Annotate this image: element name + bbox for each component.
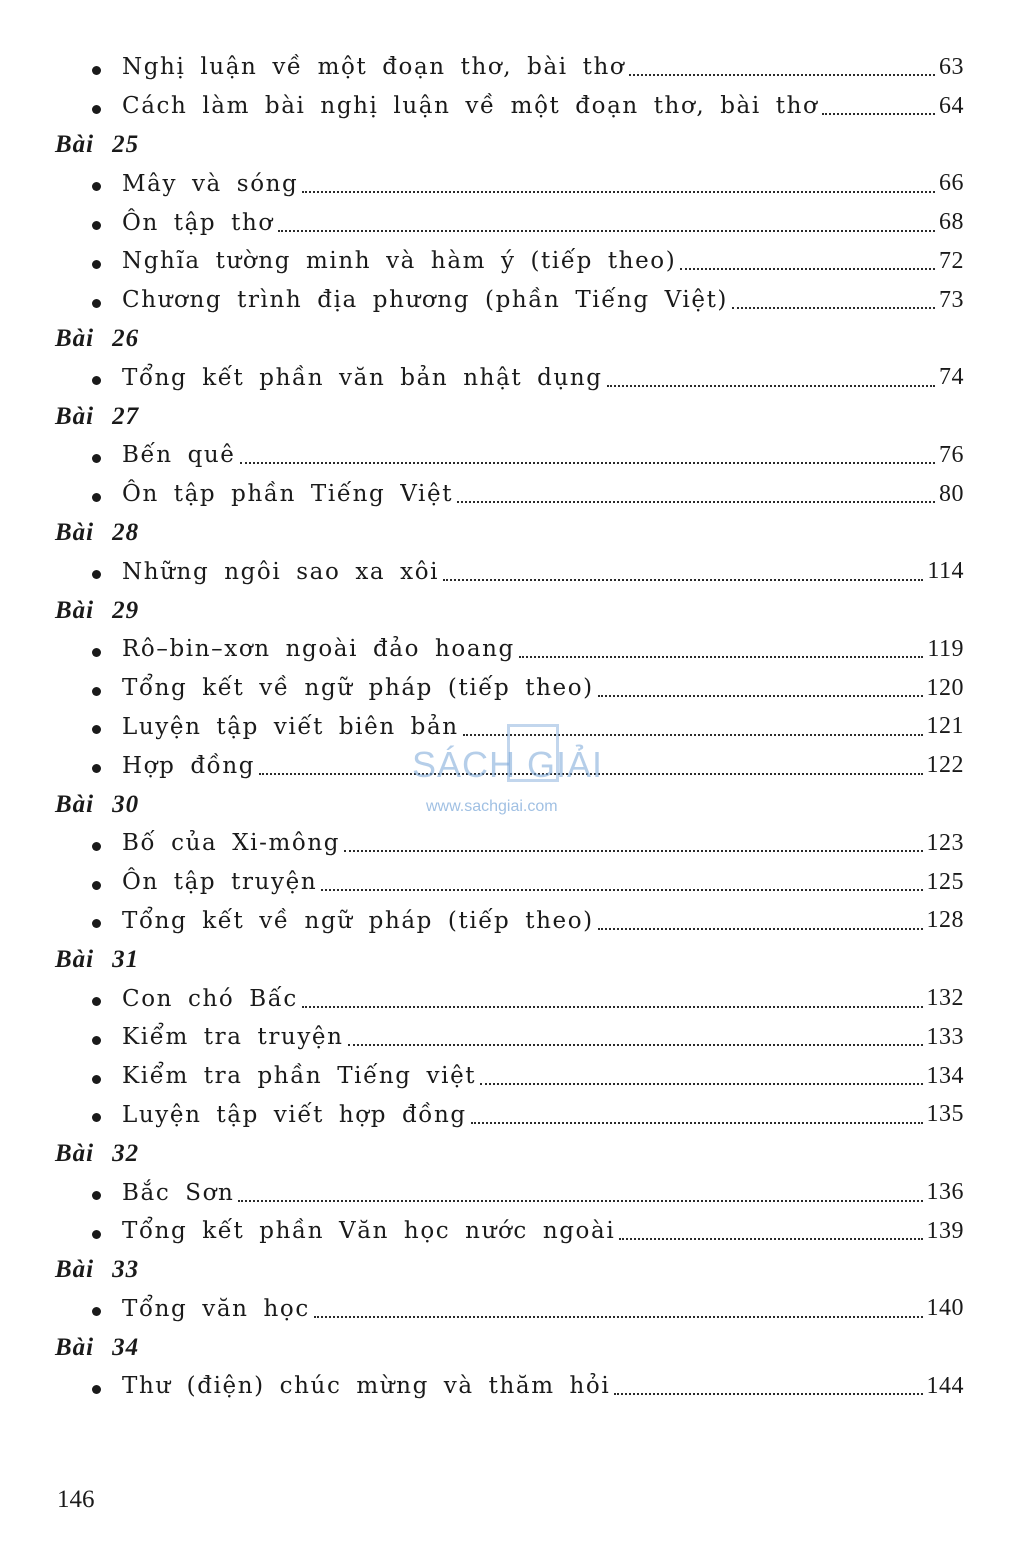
bullet-icon bbox=[92, 1385, 101, 1394]
lesson-heading bbox=[0, 1251, 1024, 1290]
lesson-heading bbox=[0, 397, 1024, 436]
toc-entry-title: Ôn tập truyện bbox=[122, 869, 318, 896]
dot-leader bbox=[443, 559, 923, 581]
toc-entry-page: 73 bbox=[939, 286, 964, 313]
bullet-icon bbox=[92, 182, 101, 191]
toc-entry-title: Con chó Bấc bbox=[122, 985, 298, 1012]
toc-entry-title: Hợp đồng bbox=[122, 752, 256, 779]
dot-leader bbox=[457, 481, 935, 503]
toc-entry bbox=[0, 1096, 1024, 1135]
lesson-heading bbox=[0, 591, 1024, 630]
dot-leader bbox=[471, 1102, 923, 1124]
bullet-icon bbox=[92, 648, 101, 657]
bullet-icon bbox=[92, 1230, 101, 1239]
lesson-heading-word: Bài bbox=[55, 1139, 95, 1167]
lesson-heading-word: Bài bbox=[55, 790, 95, 818]
toc-entry bbox=[0, 1290, 1024, 1329]
bullet-icon bbox=[92, 881, 101, 890]
lesson-heading-number: 30 bbox=[112, 790, 140, 818]
bullet-icon bbox=[92, 687, 101, 696]
toc-entry-title: Bố của Xi-mông bbox=[122, 830, 341, 857]
toc-entry-page: 76 bbox=[939, 441, 964, 468]
toc-entry bbox=[0, 1212, 1024, 1251]
toc-entry-page: 122 bbox=[926, 752, 964, 779]
toc-entry-title: Nghĩa tường minh và hàm ý (tiếp theo) bbox=[122, 248, 677, 275]
bullet-icon bbox=[92, 919, 101, 928]
watermark-logo: SÁCH GIẢI bbox=[412, 744, 604, 785]
toc-entry bbox=[0, 746, 1024, 785]
toc-entry-title: Kiểm tra phần Tiếng việt bbox=[122, 1063, 477, 1090]
toc-entry bbox=[0, 475, 1024, 514]
lesson-heading-number: 27 bbox=[112, 402, 140, 430]
dot-leader bbox=[302, 171, 935, 193]
toc-entry bbox=[0, 242, 1024, 281]
toc-entry bbox=[0, 708, 1024, 747]
lesson-heading-number: 34 bbox=[112, 1333, 140, 1361]
toc-entry bbox=[0, 863, 1024, 902]
toc-entry-title: Tổng văn học bbox=[122, 1295, 310, 1322]
lesson-heading-number: 28 bbox=[112, 518, 140, 546]
dot-leader bbox=[321, 869, 922, 891]
dot-leader bbox=[314, 1296, 923, 1318]
toc-entry-title: Ôn tập phần Tiếng Việt bbox=[122, 481, 454, 508]
bullet-icon bbox=[92, 376, 101, 385]
dot-leader bbox=[598, 675, 923, 697]
toc-entry bbox=[0, 164, 1024, 203]
dot-leader bbox=[240, 442, 935, 464]
toc-entry-page: 68 bbox=[939, 209, 964, 236]
toc-entry-title: Bắc Sơn bbox=[122, 1179, 235, 1206]
lesson-heading-number: 33 bbox=[112, 1256, 140, 1284]
toc-entry-page: 121 bbox=[926, 713, 964, 740]
dot-leader bbox=[598, 908, 923, 930]
toc-entry bbox=[0, 630, 1024, 669]
toc-entry-title: Thư (điện) chúc mừng và thăm hỏi bbox=[122, 1373, 611, 1400]
toc-entry-title: Cách làm bài nghị luận về một đoạn thơ, bài thơ bbox=[122, 93, 819, 120]
lesson-heading-word: Bài bbox=[55, 596, 95, 624]
lesson-heading bbox=[0, 514, 1024, 553]
toc-entry-page: 125 bbox=[926, 868, 964, 895]
bullet-icon bbox=[92, 570, 101, 579]
dot-leader bbox=[680, 248, 935, 270]
table-of-contents bbox=[0, 48, 1024, 1406]
dot-leader bbox=[480, 1063, 922, 1085]
bullet-icon bbox=[92, 842, 101, 851]
toc-entry bbox=[0, 1173, 1024, 1212]
dot-leader bbox=[629, 54, 935, 76]
lesson-heading-word: Bài bbox=[55, 1333, 95, 1361]
lesson-heading-word: Bài bbox=[55, 1256, 95, 1284]
toc-entry bbox=[0, 436, 1024, 475]
toc-entry-title: Chương trình địa phương (phần Tiếng Việt) bbox=[122, 287, 729, 314]
bullet-icon bbox=[92, 105, 101, 114]
toc-entry-page: 64 bbox=[939, 92, 964, 119]
toc-entry bbox=[0, 281, 1024, 320]
bullet-icon bbox=[92, 66, 101, 75]
toc-entry-title: Những ngôi sao xa xôi bbox=[122, 558, 440, 585]
lesson-heading-number: 31 bbox=[112, 945, 140, 973]
bullet-icon bbox=[92, 493, 101, 502]
lesson-heading bbox=[0, 320, 1024, 359]
toc-entry-page: 128 bbox=[926, 907, 964, 934]
toc-entry-page: 80 bbox=[939, 480, 964, 507]
toc-entry-page: 114 bbox=[927, 558, 964, 585]
toc-entry-page: 136 bbox=[926, 1179, 964, 1205]
toc-entry-page: 134 bbox=[926, 1062, 964, 1089]
bullet-icon bbox=[92, 1307, 101, 1316]
toc-entry bbox=[0, 902, 1024, 941]
bullet-icon bbox=[92, 221, 101, 230]
toc-entry-title: Tổng kết phần văn bản nhật dụng bbox=[122, 364, 603, 391]
toc-entry-title: Luyện tập viết hợp đồng bbox=[122, 1101, 467, 1128]
lesson-heading-word: Bài bbox=[55, 518, 95, 546]
page-number: 146 bbox=[57, 1486, 95, 1513]
bullet-icon bbox=[92, 260, 101, 269]
lesson-heading bbox=[0, 785, 1024, 824]
dot-leader bbox=[278, 210, 935, 232]
dot-leader bbox=[259, 753, 922, 775]
bullet-icon bbox=[92, 764, 101, 773]
toc-entry bbox=[0, 669, 1024, 708]
dot-leader bbox=[607, 365, 935, 387]
bullet-icon bbox=[92, 299, 101, 308]
toc-entry-title: Kiểm tra truyện bbox=[122, 1024, 344, 1051]
dot-leader bbox=[822, 93, 935, 115]
toc-entry-page: 63 bbox=[939, 53, 964, 80]
toc-entry-title: Tổng kết về ngữ pháp (tiếp theo) bbox=[122, 675, 594, 702]
lesson-heading-word: Bài bbox=[55, 945, 95, 973]
lesson-heading bbox=[0, 1134, 1024, 1173]
bullet-icon bbox=[92, 1191, 101, 1200]
dot-leader bbox=[519, 636, 924, 658]
dot-leader bbox=[348, 1024, 923, 1046]
bullet-icon bbox=[92, 1075, 101, 1084]
toc-entry bbox=[0, 48, 1024, 87]
toc-entry-title: Tổng kết về ngữ pháp (tiếp theo) bbox=[122, 907, 594, 934]
dot-leader bbox=[238, 1180, 922, 1202]
toc-entry-page: 139 bbox=[926, 1217, 964, 1244]
lesson-heading-word: Bài bbox=[55, 130, 95, 158]
bullet-icon bbox=[92, 454, 101, 463]
toc-entry bbox=[0, 87, 1024, 126]
dot-leader bbox=[463, 714, 923, 736]
dot-leader bbox=[732, 287, 935, 309]
bullet-icon bbox=[92, 1036, 101, 1045]
dot-leader bbox=[344, 830, 922, 852]
toc-entry-page: 132 bbox=[926, 985, 964, 1012]
bullet-icon bbox=[92, 725, 101, 734]
toc-entry-title: Bến quê bbox=[122, 442, 236, 469]
toc-entry bbox=[0, 1057, 1024, 1096]
lesson-heading-word: Bài bbox=[55, 402, 95, 430]
toc-entry bbox=[0, 1367, 1024, 1406]
lesson-heading-word: Bài bbox=[55, 324, 95, 352]
toc-entry-title: Rô–bin–xơn ngoài đảo hoang bbox=[122, 636, 515, 663]
lesson-heading-number: 25 bbox=[112, 130, 140, 158]
toc-entry-page: 135 bbox=[926, 1101, 964, 1128]
toc-entry-title: Mây và sóng bbox=[122, 170, 299, 197]
toc-entry-page: 66 bbox=[939, 170, 964, 197]
toc-entry bbox=[0, 552, 1024, 591]
toc-entry-page: 133 bbox=[926, 1023, 964, 1050]
toc-entry-page: 74 bbox=[939, 364, 964, 391]
toc-entry-title: Nghị luận về một đoạn thơ, bài thơ bbox=[122, 54, 626, 81]
lesson-heading-number: 32 bbox=[112, 1139, 140, 1167]
toc-entry bbox=[0, 979, 1024, 1018]
toc-entry-page: 119 bbox=[927, 635, 964, 662]
lesson-heading bbox=[0, 126, 1024, 165]
lesson-heading bbox=[0, 940, 1024, 979]
lesson-heading-number: 29 bbox=[112, 596, 140, 624]
toc-entry bbox=[0, 1018, 1024, 1057]
toc-entry-title: Luyện tập viết biên bản bbox=[122, 713, 459, 740]
toc-entry-page: 144 bbox=[926, 1372, 964, 1399]
dot-leader bbox=[302, 986, 923, 1008]
dot-leader bbox=[614, 1373, 922, 1395]
toc-entry bbox=[0, 824, 1024, 863]
watermark-url: www.sachgiai.com bbox=[426, 798, 558, 815]
toc-entry-title: Tổng kết phần Văn học nước ngoài bbox=[122, 1218, 616, 1245]
lesson-heading-number: 26 bbox=[112, 324, 140, 352]
toc-entry bbox=[0, 203, 1024, 242]
dot-leader bbox=[619, 1218, 922, 1240]
bullet-icon bbox=[92, 997, 101, 1006]
toc-entry-page: 123 bbox=[926, 829, 964, 856]
toc-entry-page: 140 bbox=[926, 1295, 964, 1322]
toc-entry-page: 120 bbox=[926, 674, 964, 701]
toc-entry-title: Ôn tập thơ bbox=[122, 209, 274, 236]
toc-entry bbox=[0, 358, 1024, 397]
bullet-icon bbox=[92, 1113, 101, 1122]
toc-entry-page: 72 bbox=[939, 247, 964, 274]
lesson-heading bbox=[0, 1328, 1024, 1367]
